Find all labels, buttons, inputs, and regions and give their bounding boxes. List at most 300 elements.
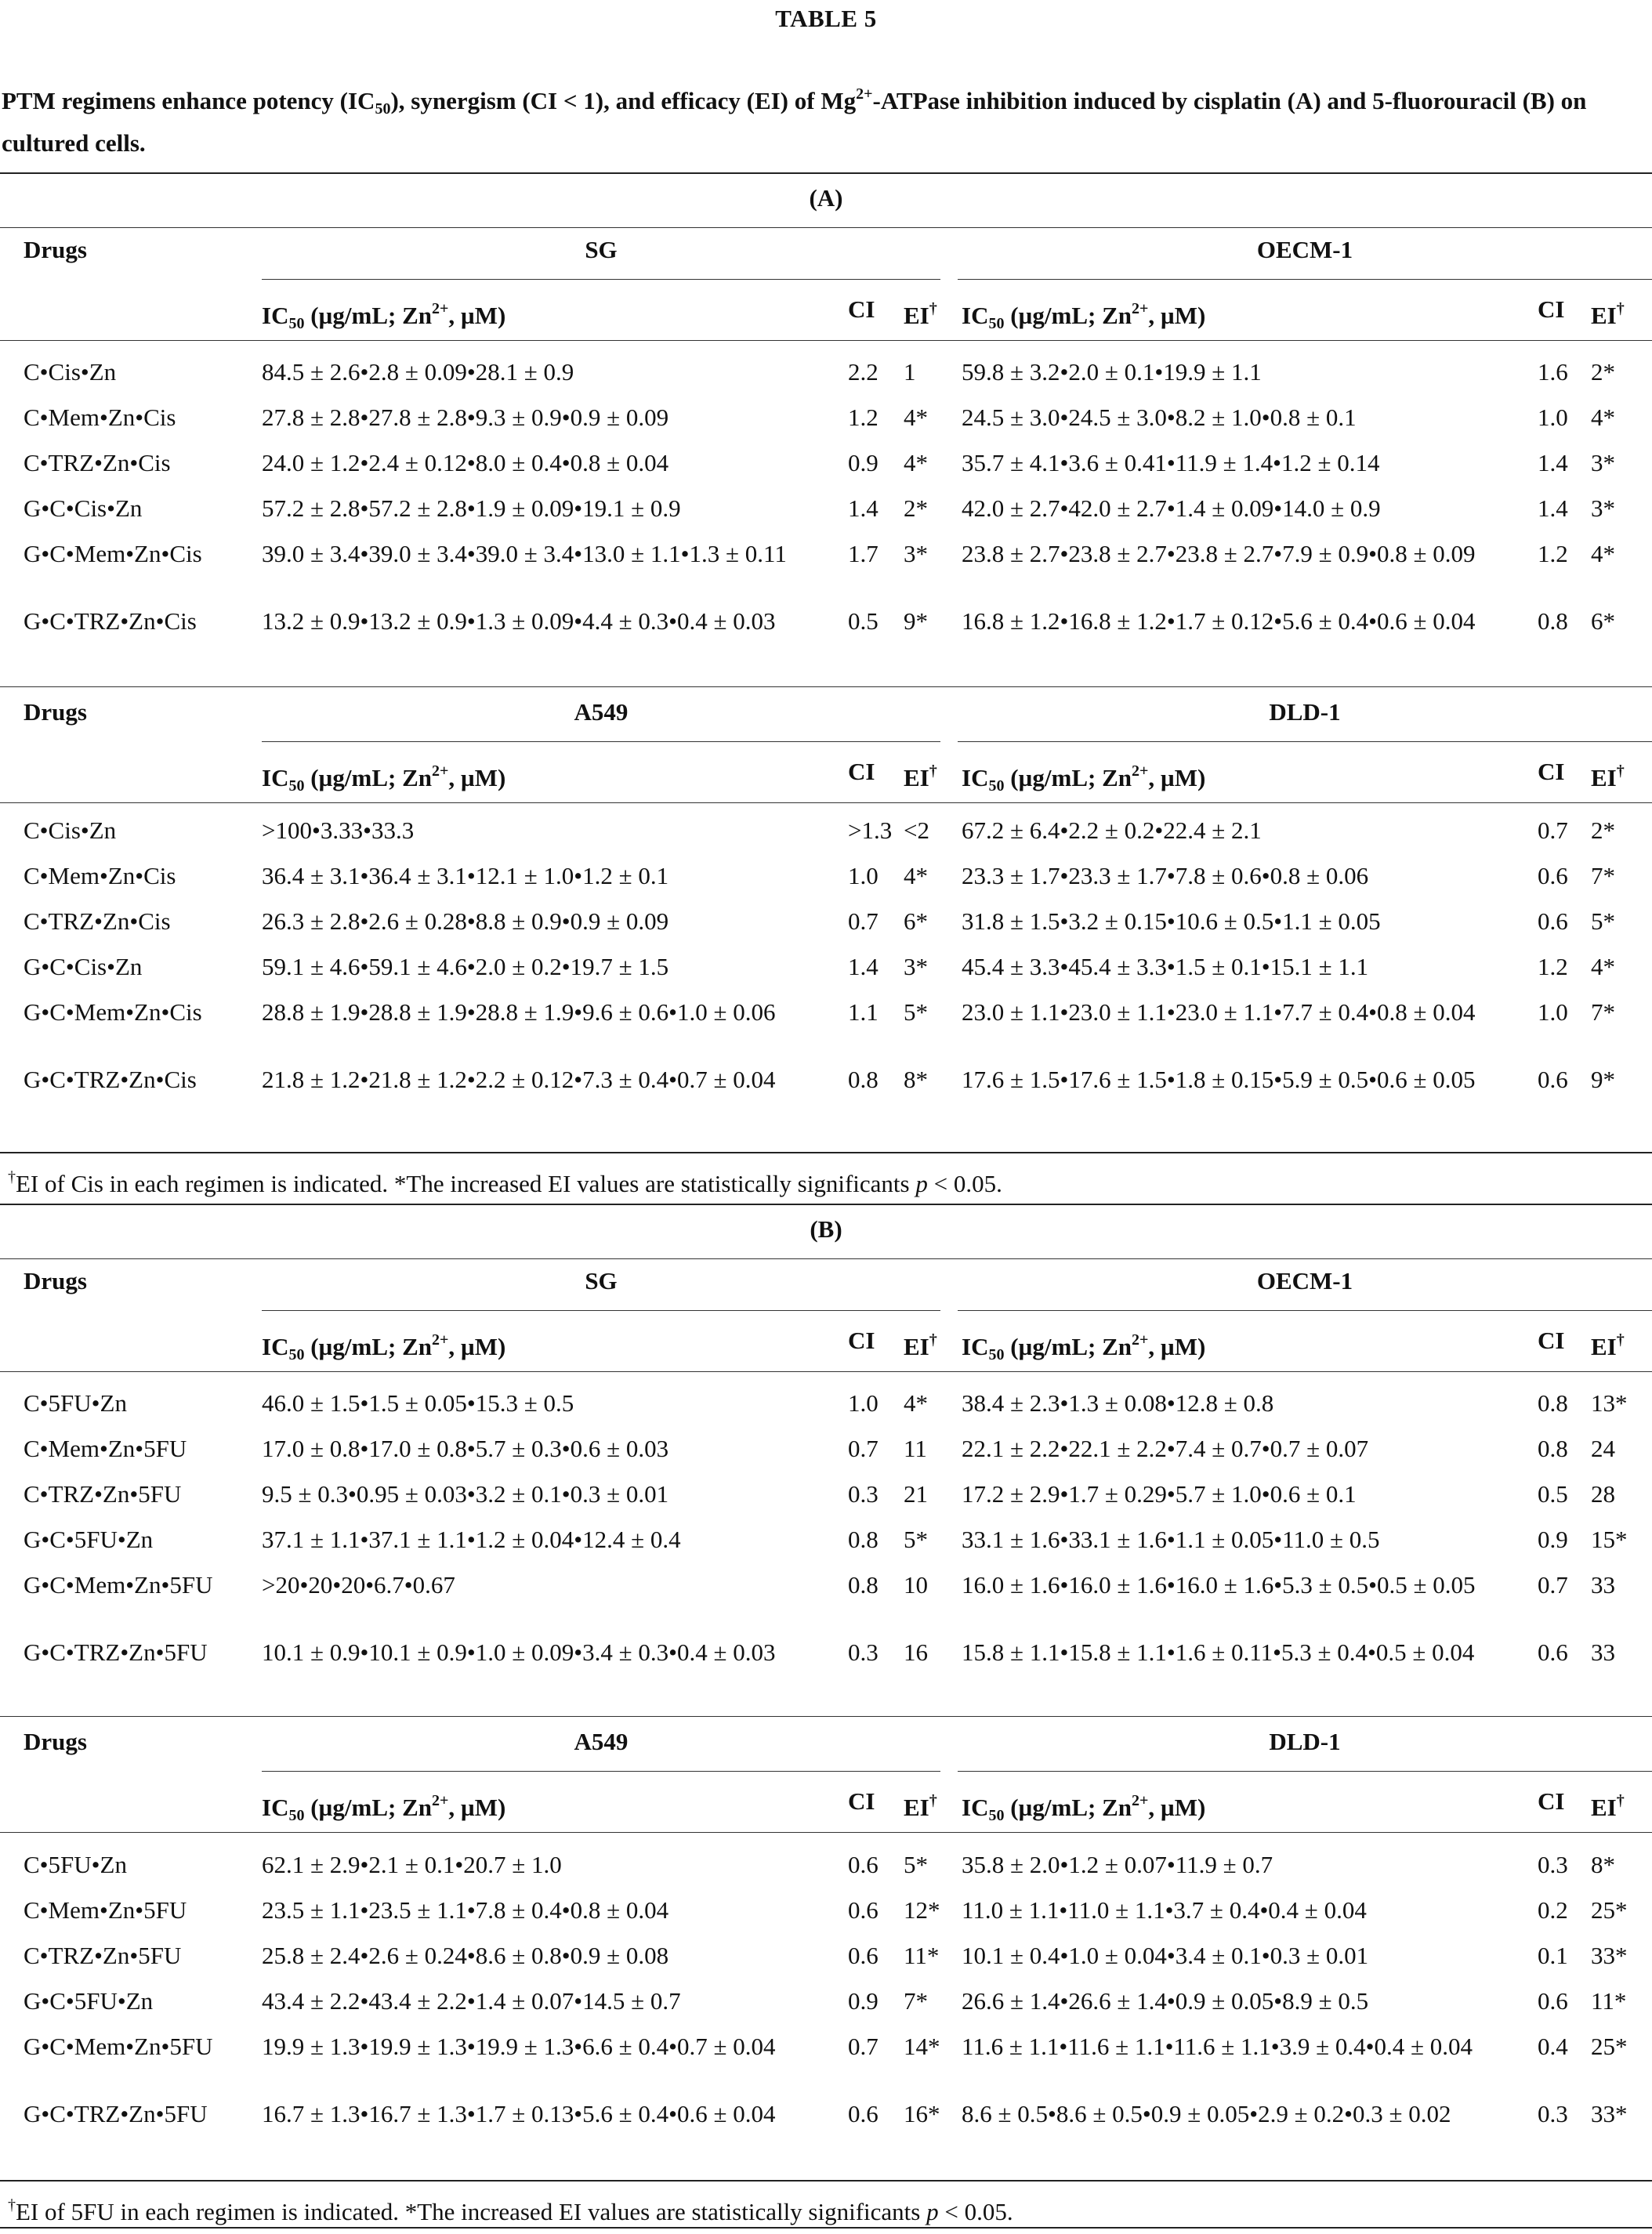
ei-value: 14* (904, 2033, 940, 2060)
ic50-value: >20•20•20•6.7•0.67 (262, 1571, 455, 1599)
ei-value: 33 (1591, 1638, 1615, 1666)
ei-value: 6* (904, 907, 928, 935)
ci-value: 0.6 (1538, 1987, 1568, 2015)
ei-column-header (1591, 291, 1625, 333)
drug-name: G•C•Mem•Zn•5FU (24, 1571, 213, 1599)
ic50-value: 23.8 ± 2.7•23.8 ± 2.7•23.8 ± 2.7•7.9 ± 0.9•0.8 ± 0.09 (962, 540, 1476, 567)
ci-value: 1.2 (1538, 953, 1568, 980)
ei-value: 8* (904, 1066, 928, 1093)
ic50-value: 16.8 ± 1.2•16.8 ± 1.2•1.7 ± 0.12•5.6 ± 0.4•0.6 ± 0.04 (962, 607, 1476, 635)
ic50-value: 59.8 ± 3.2•2.0 ± 0.1•19.9 ± 1.1 (962, 358, 1262, 386)
ei-value: 9* (904, 607, 928, 635)
dagger-mark: † (929, 1331, 937, 1349)
ic50-value: 27.8 ± 2.8•27.8 ± 2.8•9.3 ± 0.9•0.9 ± 0.09 (262, 404, 669, 431)
drug-name: C•TRZ•Zn•Cis (24, 449, 171, 476)
ic50-header-part: IC (262, 1333, 289, 1360)
ic50-header-part: (µg/mL; Zn (304, 1333, 432, 1360)
ic50-header-part: (µg/mL; Zn (304, 302, 432, 329)
table-rule (958, 741, 1652, 742)
drug-name: G•C•Cis•Zn (24, 494, 143, 522)
ic50-header-part: (µg/mL; Zn (1004, 764, 1132, 791)
ci-value: 0.7 (1538, 1571, 1568, 1599)
ei-value: 3* (904, 540, 928, 567)
ic50-header-part: , µM) (448, 1333, 506, 1360)
dagger-mark: † (1616, 1792, 1625, 1809)
cell-line-header: SG (585, 236, 618, 263)
drug-name: G•C•TRZ•Zn•Cis (24, 607, 197, 635)
ei-value: 33* (1591, 2100, 1628, 2127)
ei-value: 33* (1591, 1942, 1628, 1969)
caption-superscript: 2+ (856, 85, 873, 103)
ei-value: 16* (904, 2100, 940, 2127)
ei-header-text: EI (1591, 1794, 1617, 1821)
ci-value: 0.3 (848, 1480, 879, 1508)
ei-value: 3* (1591, 494, 1615, 522)
ei-value: 5* (904, 1851, 928, 1878)
ei-column-header (904, 1323, 937, 1364)
ic50-header-part: 2+ (432, 1792, 449, 1809)
ic50-value: 16.0 ± 1.6•16.0 ± 1.6•16.0 ± 1.6•5.3 ± 0.5•0.5 ± 0.05 (962, 1571, 1476, 1599)
ei-value: 11* (1591, 1987, 1627, 2015)
table-label: TABLE 5 (775, 5, 877, 32)
ic50-header-part: 2+ (1132, 1792, 1149, 1809)
table-rule (0, 227, 1652, 228)
drug-name: G•C•Mem•Zn•Cis (24, 998, 202, 1026)
caption-text: -ATPase inhibition induced by cisplatin (A) and 5-fluorouracil (B) on cultured cells. (2, 87, 1587, 157)
ci-value: 0.6 (848, 1851, 879, 1878)
table-rule (262, 1310, 940, 1311)
ci-value: 0.7 (848, 2033, 879, 2060)
cell-line-header: OECM-1 (1256, 236, 1353, 263)
ic50-column-header (262, 1323, 505, 1373)
drug-name: C•TRZ•Zn•5FU (24, 1480, 182, 1508)
drug-name: G•C•Cis•Zn (24, 953, 143, 980)
ic50-column-header (262, 1783, 505, 1834)
ci-value: 0.9 (1538, 1526, 1568, 1553)
ci-value: 1.4 (1538, 494, 1568, 522)
ic50-value: 11.6 ± 1.1•11.6 ± 1.1•11.6 ± 1.1•3.9 ± 0.4•0.4 ± 0.04 (962, 2033, 1473, 2060)
ic50-header-part: , µM) (1148, 1794, 1206, 1821)
ic50-value: 84.5 ± 2.6•2.8 ± 0.09•28.1 ± 0.9 (262, 358, 574, 386)
ci-value: 0.6 (848, 1942, 879, 1969)
ic50-header-part: (µg/mL; Zn (1004, 302, 1132, 329)
drugs-column-header: Drugs (24, 1728, 87, 1755)
table-rule (958, 279, 1652, 280)
ic50-value: 25.8 ± 2.4•2.6 ± 0.24•8.6 ± 0.8•0.9 ± 0.08 (262, 1942, 669, 1969)
ei-value: 12* (904, 1896, 940, 1924)
cell-line-header: A549 (574, 1728, 629, 1755)
drugs-column-header: Drugs (24, 698, 87, 726)
ci-value: 0.6 (1538, 907, 1568, 935)
ei-value: <2 (904, 816, 929, 844)
ic50-header-part: 50 (288, 315, 305, 332)
caption-text: PTM regimens enhance potency (IC (2, 87, 375, 114)
table-footnote (8, 2188, 1013, 2229)
ic50-value: 57.2 ± 2.8•57.2 ± 2.8•1.9 ± 0.09•19.1 ± 0.9 (262, 494, 681, 522)
ei-value: 28 (1591, 1480, 1615, 1508)
ei-value: 11* (904, 1942, 940, 1969)
ic50-value: 9.5 ± 0.3•0.95 ± 0.03•3.2 ± 0.1•0.3 ± 0.01 (262, 1480, 669, 1508)
ic50-header-part: 2+ (1132, 300, 1149, 317)
ci-value: 1.4 (848, 494, 879, 522)
dagger-mark: † (929, 1792, 937, 1809)
ci-value: 0.7 (848, 1435, 879, 1462)
ic50-header-part: 50 (988, 1807, 1005, 1824)
ei-value: 16 (904, 1638, 928, 1666)
ic50-value: 33.1 ± 1.6•33.1 ± 1.6•1.1 ± 0.05•11.0 ± 0.5 (962, 1526, 1380, 1553)
ic50-column-header (962, 754, 1205, 804)
table-rule (0, 2180, 1652, 2181)
ei-value: 1 (904, 358, 916, 386)
footnote-text: EI of 5FU in each regimen is indicated. *The increased EI values are statistically significants (16, 2198, 927, 2225)
table-rule (0, 1204, 1652, 1205)
drug-name: C•Mem•Zn•5FU (24, 1896, 187, 1924)
table-rule (0, 686, 1652, 687)
ci-value: 1.7 (848, 540, 879, 567)
ci-value: 0.8 (848, 1066, 879, 1093)
ci-value: 1.0 (1538, 404, 1568, 431)
ic50-value: 43.4 ± 2.2•43.4 ± 2.2•1.4 ± 0.07•14.5 ± 0.7 (262, 1987, 681, 2015)
ic50-header-part: (µg/mL; Zn (1004, 1333, 1132, 1360)
dagger-mark: † (8, 2196, 16, 2214)
dagger-mark: † (1616, 1331, 1625, 1349)
ei-value: 21 (904, 1480, 928, 1508)
ci-value: 0.7 (848, 907, 879, 935)
ei-header-text: EI (904, 1333, 929, 1360)
ic50-header-part: IC (962, 302, 989, 329)
table-footnote (8, 1160, 1002, 1201)
drug-name: C•TRZ•Zn•Cis (24, 907, 171, 935)
ic50-value: 10.1 ± 0.4•1.0 ± 0.04•3.4 ± 0.1•0.3 ± 0.01 (962, 1942, 1369, 1969)
ic50-header-part: 2+ (432, 1331, 449, 1349)
ic50-value: 37.1 ± 1.1•37.1 ± 1.1•1.2 ± 0.04•12.4 ± 0.4 (262, 1526, 681, 1553)
ei-header-text: EI (1591, 302, 1617, 329)
footnote-italic: p (926, 2198, 939, 2225)
ic50-header-part: 50 (288, 1346, 305, 1363)
ci-column-header: CI (848, 758, 875, 785)
ic50-value: 8.6 ± 0.5•8.6 ± 0.5•0.9 ± 0.05•2.9 ± 0.2•0.3 ± 0.02 (962, 2100, 1451, 2127)
ic50-header-part: IC (962, 764, 989, 791)
ci-column-header: CI (848, 1787, 875, 1815)
ci-value: 1.0 (1538, 998, 1568, 1026)
ic50-header-part: 2+ (432, 300, 449, 317)
ci-column-header: CI (848, 295, 875, 323)
ei-column-header (904, 291, 937, 333)
ic50-value: 23.0 ± 1.1•23.0 ± 1.1•23.0 ± 1.1•7.7 ± 0.4•0.8 ± 0.04 (962, 998, 1476, 1026)
ci-value: 1.0 (848, 862, 879, 889)
ic50-value: 42.0 ± 2.7•42.0 ± 2.7•1.4 ± 0.09•14.0 ± 0.9 (962, 494, 1381, 522)
ic50-header-part: , µM) (1148, 764, 1206, 791)
ei-value: 24 (1591, 1435, 1615, 1462)
ic50-column-header (262, 291, 505, 342)
drug-name: G•C•TRZ•Zn•5FU (24, 2100, 208, 2127)
ei-header-text: EI (904, 764, 929, 791)
ci-value: 1.6 (1538, 358, 1568, 386)
ci-value: 1.2 (848, 404, 879, 431)
ei-header-text: EI (904, 1794, 929, 1821)
table-rule (0, 1258, 1652, 1259)
ei-header-text: EI (904, 302, 929, 329)
dagger-mark: † (8, 1168, 16, 1186)
ci-column-header: CI (1538, 758, 1565, 785)
ic50-header-part: 50 (288, 777, 305, 795)
ei-value: 8* (1591, 1851, 1615, 1878)
ei-value: 13* (1591, 1389, 1628, 1417)
table-rule (0, 340, 1652, 341)
ic50-value: 17.0 ± 0.8•17.0 ± 0.8•5.7 ± 0.3•0.6 ± 0.03 (262, 1435, 669, 1462)
ei-value: 4* (904, 1389, 928, 1417)
ic50-value: 28.8 ± 1.9•28.8 ± 1.9•28.8 ± 1.9•9.6 ± 0.6•1.0 ± 0.06 (262, 998, 776, 1026)
ei-value: 5* (904, 998, 928, 1026)
ei-header-text: EI (1591, 764, 1617, 791)
ci-column-header: CI (1538, 1787, 1565, 1815)
dagger-mark: † (1616, 762, 1625, 780)
footnote-text: < 0.05. (938, 2198, 1013, 2225)
drug-name: C•TRZ•Zn•5FU (24, 1942, 182, 1969)
ic50-value: 26.3 ± 2.8•2.6 ± 0.28•8.8 ± 0.9•0.9 ± 0.09 (262, 907, 669, 935)
ci-value: 1.0 (848, 1389, 879, 1417)
ci-value: 0.5 (848, 607, 879, 635)
ci-value: 0.2 (1538, 1896, 1568, 1924)
table-rule (262, 279, 940, 280)
cell-line-header: DLD-1 (1269, 1728, 1341, 1755)
ic50-value: 59.1 ± 4.6•59.1 ± 4.6•2.0 ± 0.2•19.7 ± 1.5 (262, 953, 669, 980)
ic50-column-header (962, 291, 1205, 342)
ci-column-header: CI (1538, 1327, 1565, 1354)
ic50-header-part: IC (262, 764, 289, 791)
ic50-header-part: , µM) (448, 1794, 506, 1821)
ei-value: 4* (1591, 540, 1615, 567)
ic50-header-part: 50 (288, 1807, 305, 1824)
ic50-header-part: IC (262, 1794, 289, 1821)
table-rule (0, 1152, 1652, 1153)
drug-name: G•C•5FU•Zn (24, 1987, 154, 2015)
ci-column-header: CI (848, 1327, 875, 1354)
ci-value: 0.9 (848, 1987, 879, 2015)
ic50-value: >100•3.33•33.3 (262, 816, 415, 844)
ei-column-header (904, 754, 937, 795)
ei-value: 9* (1591, 1066, 1615, 1093)
table-rule (0, 802, 1652, 803)
table-rule (262, 741, 940, 742)
ic50-value: 31.8 ± 1.5•3.2 ± 0.15•10.6 ± 0.5•1.1 ± 0.05 (962, 907, 1381, 935)
ci-value: 0.3 (848, 1638, 879, 1666)
ci-value: 0.6 (848, 1896, 879, 1924)
ei-value: 25* (1591, 1896, 1628, 1924)
ic50-value: 45.4 ± 3.3•45.4 ± 3.3•1.5 ± 0.1•15.1 ± 1.1 (962, 953, 1369, 980)
ci-value: 0.6 (848, 2100, 879, 2127)
ei-column-header (1591, 1783, 1625, 1825)
drug-name: G•C•5FU•Zn (24, 1526, 154, 1553)
ic50-value: 17.6 ± 1.5•17.6 ± 1.5•1.8 ± 0.15•5.9 ± 0.5•0.6 ± 0.05 (962, 1066, 1476, 1093)
ei-value: 4* (904, 862, 928, 889)
table-rule (958, 1310, 1652, 1311)
ic50-header-part: (µg/mL; Zn (1004, 1794, 1132, 1821)
ic50-value: 16.7 ± 1.3•16.7 ± 1.3•1.7 ± 0.13•5.6 ± 0.4•0.6 ± 0.04 (262, 2100, 776, 2127)
ci-value: 0.8 (1538, 1389, 1568, 1417)
ei-value: 3* (904, 953, 928, 980)
ei-value: 3* (1591, 449, 1615, 476)
ic50-column-header (962, 1323, 1205, 1373)
ei-value: 2* (904, 494, 928, 522)
ic50-value: 17.2 ± 2.9•1.7 ± 0.29•5.7 ± 1.0•0.6 ± 0.1 (962, 1480, 1357, 1508)
ic50-value: 35.7 ± 4.1•3.6 ± 0.41•11.9 ± 1.4•1.2 ± 0.14 (962, 449, 1380, 476)
cell-line-header: OECM-1 (1256, 1267, 1353, 1294)
ic50-value: 15.8 ± 1.1•15.8 ± 1.1•1.6 ± 0.11•5.3 ± 0.4•0.5 ± 0.04 (962, 1638, 1475, 1666)
cell-line-header: A549 (574, 698, 629, 726)
ic50-value: 36.4 ± 3.1•36.4 ± 3.1•12.1 ± 1.0•1.2 ± 0.1 (262, 862, 669, 889)
drug-name: G•C•Mem•Zn•5FU (24, 2033, 213, 2060)
ei-value: 2* (1591, 358, 1615, 386)
section-label: (B) (810, 1215, 842, 1243)
dagger-mark: † (1616, 300, 1625, 317)
ci-value: 0.3 (1538, 2100, 1568, 2127)
ic50-header-part: , µM) (448, 764, 506, 791)
ei-value: 4* (1591, 404, 1615, 431)
ci-value: 0.8 (848, 1571, 879, 1599)
drug-name: C•Cis•Zn (24, 358, 117, 386)
ei-value: 33 (1591, 1571, 1615, 1599)
cell-line-header: DLD-1 (1269, 698, 1341, 726)
footnote-italic: p (915, 1170, 928, 1197)
ic50-value: 24.5 ± 3.0•24.5 ± 3.0•8.2 ± 1.0•0.8 ± 0.1 (962, 404, 1357, 431)
ic50-value: 13.2 ± 0.9•13.2 ± 0.9•1.3 ± 0.09•4.4 ± 0.3•0.4 ± 0.03 (262, 607, 776, 635)
ic50-column-header (962, 1783, 1205, 1834)
ic50-value: 21.8 ± 1.2•21.8 ± 1.2•2.2 ± 0.12•7.3 ± 0.4•0.7 ± 0.04 (262, 1066, 776, 1093)
ic50-header-part: 50 (988, 1346, 1005, 1363)
table-rule (0, 2227, 1652, 2229)
ci-value: 0.6 (1538, 1066, 1568, 1093)
ci-value: 0.7 (1538, 816, 1568, 844)
ic50-value: 26.6 ± 1.4•26.6 ± 1.4•0.9 ± 0.05•8.9 ± 0.5 (962, 1987, 1369, 2015)
ci-value: 0.8 (848, 1526, 879, 1553)
ci-value: 0.1 (1538, 1942, 1568, 1969)
ei-value: 7* (904, 1987, 928, 2015)
drugs-column-header: Drugs (24, 1267, 87, 1294)
ic50-header-part: IC (962, 1794, 989, 1821)
dagger-mark: † (929, 762, 937, 780)
ci-value: 0.8 (1538, 607, 1568, 635)
ic50-value: 39.0 ± 3.4•39.0 ± 3.4•39.0 ± 3.4•13.0 ± 1.1•1.3 ± 0.11 (262, 540, 787, 567)
ic50-header-part: 50 (988, 315, 1005, 332)
ic50-value: 22.1 ± 2.2•22.1 ± 2.2•7.4 ± 0.7•0.7 ± 0.07 (962, 1435, 1369, 1462)
caption-subscript: 50 (375, 100, 391, 118)
ic50-header-part: 2+ (432, 762, 449, 780)
table-rule (0, 1716, 1652, 1717)
ei-column-header (1591, 754, 1625, 795)
ic50-header-part: 2+ (1132, 1331, 1149, 1349)
drug-name: C•Mem•Zn•Cis (24, 862, 176, 889)
ci-value: 1.4 (1538, 449, 1568, 476)
ic50-header-part: , µM) (448, 302, 506, 329)
drug-name: C•Mem•Zn•5FU (24, 1435, 187, 1462)
ci-value: >1.3 (848, 816, 893, 844)
ic50-value: 46.0 ± 1.5•1.5 ± 0.05•15.3 ± 0.5 (262, 1389, 574, 1417)
drug-name: C•Cis•Zn (24, 816, 117, 844)
drug-name: G•C•TRZ•Zn•5FU (24, 1638, 208, 1666)
ei-value: 4* (904, 404, 928, 431)
ei-column-header (1591, 1323, 1625, 1364)
ei-column-header (904, 1783, 937, 1825)
ic50-value: 35.8 ± 2.0•1.2 ± 0.07•11.9 ± 0.7 (962, 1851, 1273, 1878)
ci-value: 0.6 (1538, 1638, 1568, 1666)
ic50-header-part: 2+ (1132, 762, 1149, 780)
ic50-value: 38.4 ± 2.3•1.3 ± 0.08•12.8 ± 0.8 (962, 1389, 1274, 1417)
ei-value: 10 (904, 1571, 928, 1599)
ic50-value: 23.3 ± 1.7•23.3 ± 1.7•7.8 ± 0.6•0.8 ± 0.06 (962, 862, 1369, 889)
table-rule (0, 1832, 1652, 1833)
ei-value: 7* (1591, 862, 1615, 889)
ic50-value: 67.2 ± 6.4•2.2 ± 0.2•22.4 ± 2.1 (962, 816, 1262, 844)
table-rule (0, 172, 1652, 174)
ei-value: 15* (1591, 1526, 1628, 1553)
ic50-column-header (262, 754, 505, 804)
ci-value: 0.6 (1538, 862, 1568, 889)
table-caption (2, 77, 1647, 161)
ic50-value: 19.9 ± 1.3•19.9 ± 1.3•19.9 ± 1.3•6.6 ± 0.4•0.7 ± 0.04 (262, 2033, 776, 2060)
ci-value: 1.2 (1538, 540, 1568, 567)
ic50-header-part: , µM) (1148, 1333, 1206, 1360)
table-rule (0, 1371, 1652, 1372)
ci-value: 0.5 (1538, 1480, 1568, 1508)
drug-name: G•C•Mem•Zn•Cis (24, 540, 202, 567)
ei-value: 11 (904, 1435, 927, 1462)
ci-value: 1.4 (848, 953, 879, 980)
section-label: (A) (809, 184, 843, 212)
ic50-value: 24.0 ± 1.2•2.4 ± 0.12•8.0 ± 0.4•0.8 ± 0.04 (262, 449, 669, 476)
ic50-value: 10.1 ± 0.9•10.1 ± 0.9•1.0 ± 0.09•3.4 ± 0.3•0.4 ± 0.03 (262, 1638, 776, 1666)
drug-name: C•5FU•Zn (24, 1389, 127, 1417)
ci-column-header: CI (1538, 295, 1565, 323)
ic50-header-part: (µg/mL; Zn (304, 764, 432, 791)
ei-value: 4* (904, 449, 928, 476)
footnote-text: < 0.05. (927, 1170, 1002, 1197)
drug-name: G•C•TRZ•Zn•Cis (24, 1066, 197, 1093)
ic50-value: 23.5 ± 1.1•23.5 ± 1.1•7.8 ± 0.4•0.8 ± 0.04 (262, 1896, 669, 1924)
ic50-value: 11.0 ± 1.1•11.0 ± 1.1•3.7 ± 0.4•0.4 ± 0.04 (962, 1896, 1367, 1924)
ic50-header-part: (µg/mL; Zn (304, 1794, 432, 1821)
ci-value: 1.1 (848, 998, 879, 1026)
ci-value: 2.2 (848, 358, 879, 386)
ic50-header-part: 50 (988, 777, 1005, 795)
ic50-header-part: IC (262, 302, 289, 329)
ci-value: 0.3 (1538, 1851, 1568, 1878)
dagger-mark: † (929, 300, 937, 317)
ei-value: 5* (904, 1526, 928, 1553)
ei-value: 6* (1591, 607, 1615, 635)
ci-value: 0.8 (1538, 1435, 1568, 1462)
ei-value: 7* (1591, 998, 1615, 1026)
caption-text: ), synergism (CI < 1), and efficacy (EI) of Mg (390, 87, 857, 114)
ei-value: 4* (1591, 953, 1615, 980)
footnote-text: EI of Cis in each regimen is indicated. *The increased EI values are statistically significants (16, 1170, 916, 1197)
cell-line-header: SG (585, 1267, 618, 1294)
ic50-header-part: IC (962, 1333, 989, 1360)
ci-value: 0.4 (1538, 2033, 1568, 2060)
ei-header-text: EI (1591, 1333, 1617, 1360)
ic50-header-part: , µM) (1148, 302, 1206, 329)
ei-value: 2* (1591, 816, 1615, 844)
ei-value: 5* (1591, 907, 1615, 935)
ei-value: 25* (1591, 2033, 1628, 2060)
ic50-value: 62.1 ± 2.9•2.1 ± 0.1•20.7 ± 1.0 (262, 1851, 562, 1878)
table-rule (958, 1771, 1652, 1772)
table-rule (262, 1771, 940, 1772)
ci-value: 0.9 (848, 449, 879, 476)
drug-name: C•Mem•Zn•Cis (24, 404, 176, 431)
drugs-column-header: Drugs (24, 236, 87, 263)
drug-name: C•5FU•Zn (24, 1851, 127, 1878)
